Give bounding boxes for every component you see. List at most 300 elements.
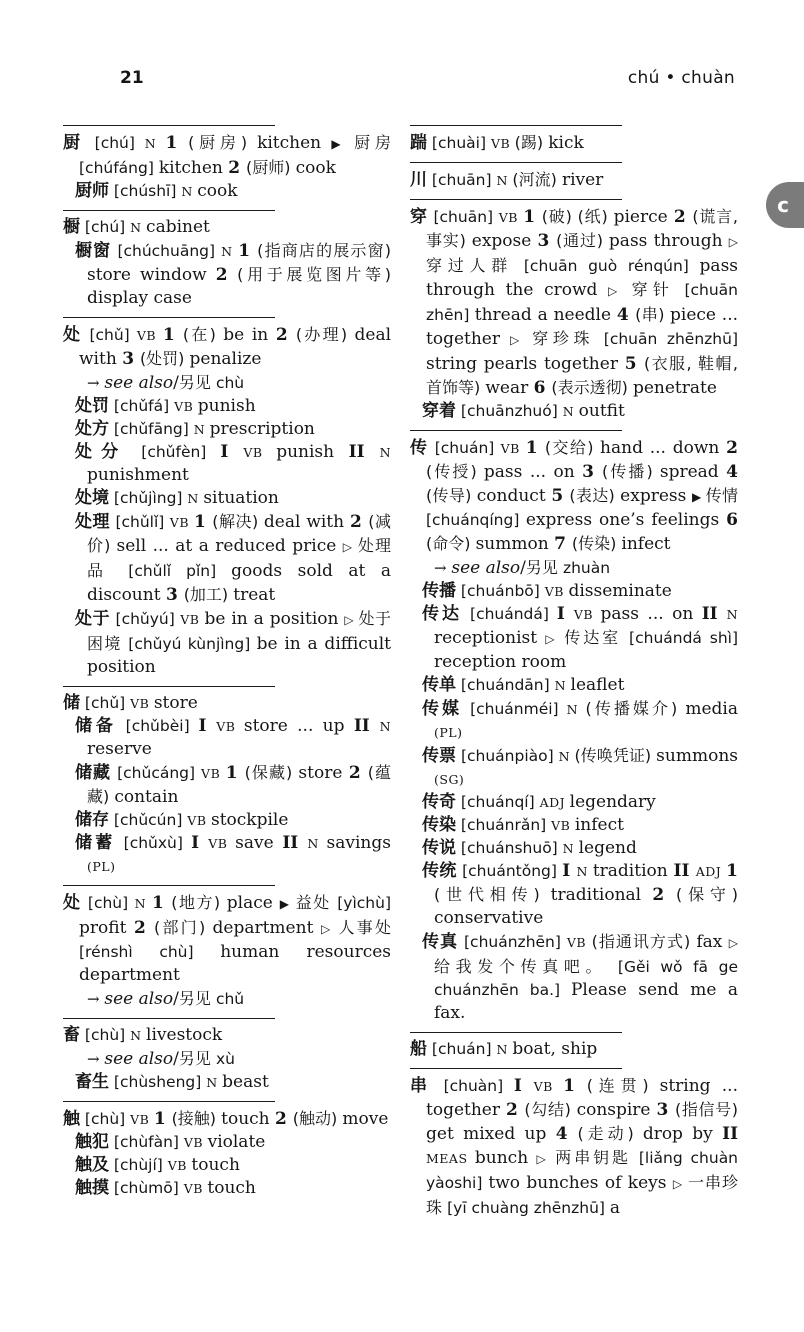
entry-divider <box>63 210 275 211</box>
dictionary-entry <box>63 761 391 809</box>
chinese-text: (破) (纸) <box>541 207 614 226</box>
part-of-speech: VB <box>216 719 244 734</box>
translation-text: place <box>226 893 280 913</box>
chinese-text: (走动) <box>577 1124 643 1143</box>
headword: 触摸 <box>75 1178 109 1198</box>
pinyin: [chùmō] <box>109 1179 184 1197</box>
sense-number: 3 <box>656 1100 675 1120</box>
chinese-text: 处理品 <box>87 536 391 580</box>
dictionary-entry <box>410 580 738 603</box>
pinyin: [chù] <box>81 894 135 912</box>
translation-text: / <box>520 558 526 578</box>
see-also-label: see also <box>104 1049 174 1069</box>
chinese-text: (解决) <box>212 512 264 531</box>
translation-text: situation <box>203 488 279 508</box>
chinese-text: (交给) <box>544 438 601 457</box>
translation-text: / <box>173 989 179 1009</box>
roman-numeral: I <box>513 1076 534 1096</box>
guide-words: chú • chuàn <box>627 68 735 88</box>
headword: 传统 <box>422 861 457 881</box>
roman-numeral: II <box>673 861 696 881</box>
entry-divider <box>410 430 622 431</box>
translation-text: disseminate <box>568 581 672 601</box>
headword: 传单 <box>422 675 456 695</box>
pinyin: [chú] <box>80 218 131 236</box>
headword: 厨 <box>63 133 85 153</box>
pinyin: [chúshī] <box>109 182 182 200</box>
example-marker-open-icon: ▷ <box>510 333 533 347</box>
sense-number: 2 <box>348 763 368 783</box>
sense-number: 1 <box>523 207 542 227</box>
headword: 传播 <box>422 581 456 601</box>
pinyin: [chú] <box>84 134 145 152</box>
part-of-speech: N <box>562 404 579 419</box>
chinese-text: (传播) <box>602 462 660 481</box>
headword: 储备 <box>75 716 117 736</box>
chinese-text: (触动) <box>292 1109 343 1128</box>
translation-text: thread a needle <box>474 305 617 325</box>
translation-text: two bunches of keys <box>488 1173 673 1193</box>
translation-text: penetrate <box>632 378 717 398</box>
sense-number: 2 <box>275 325 296 345</box>
dictionary-entry <box>63 510 391 607</box>
headword: 处分 <box>75 442 128 462</box>
part-of-speech: N <box>193 422 210 437</box>
headword: 橱 <box>63 217 80 237</box>
headword: 处于 <box>75 609 111 629</box>
dictionary-entry <box>410 930 738 1025</box>
headword: 畜生 <box>75 1072 109 1092</box>
sense-number: 1 <box>153 1109 172 1129</box>
chinese-text: (指商店的展示窗) <box>257 241 391 260</box>
headword: 处 <box>63 893 82 913</box>
pinyin: [chǔlǐ] <box>110 513 170 531</box>
part-of-speech: MEAS <box>426 1151 475 1166</box>
part-of-speech: VB <box>169 515 194 530</box>
part-of-speech: VB <box>533 1079 564 1094</box>
translation-text: leaflet <box>570 675 625 695</box>
translation-text: treat <box>233 585 276 605</box>
headword: 橱窗 <box>75 241 112 261</box>
translation-text: kick <box>548 133 584 153</box>
dictionary-entry <box>63 607 391 679</box>
chinese-text: 穿过人群 <box>426 256 524 275</box>
pinyin: [chuánbō] <box>456 582 545 600</box>
chinese-text: 益处 <box>295 893 338 912</box>
translation-text: traditional <box>550 885 653 905</box>
headword: 处理 <box>75 512 111 532</box>
column-left <box>63 118 391 1200</box>
part-of-speech: N <box>566 702 586 717</box>
part-of-speech: VB <box>136 328 163 343</box>
part-of-speech: N <box>554 678 571 693</box>
chinese-text: 两串钥匙 <box>555 1148 639 1167</box>
pinyin: xù <box>215 1050 235 1068</box>
pinyin: [chuài] <box>427 134 491 152</box>
dictionary-entry <box>410 744 738 791</box>
pinyin: [yìchù] <box>337 894 391 912</box>
roman-numeral: II <box>348 442 380 462</box>
translation-text: display case <box>87 288 192 308</box>
translation-text: reception room <box>434 652 567 672</box>
translation-text: conspire <box>576 1100 657 1120</box>
pinyin: [chǔcún] <box>109 811 188 829</box>
entry-divider <box>63 1101 275 1102</box>
chinese-text: (办理) <box>295 325 355 344</box>
entry-divider <box>63 125 275 126</box>
entry-divider <box>63 885 275 886</box>
sense-number: 4 <box>555 1124 578 1144</box>
dictionary-entry <box>63 418 391 441</box>
dictionary-entry <box>63 1154 391 1177</box>
part-of-speech: VB <box>243 445 277 460</box>
part-of-speech: N <box>187 491 204 506</box>
pinyin: [chuán] <box>428 439 501 457</box>
part-of-speech: N <box>562 841 579 856</box>
dictionary-entry <box>410 837 738 860</box>
headword: 穿 <box>410 207 428 227</box>
chinese-text: (传授) <box>426 462 484 481</box>
example-marker-open-icon: ▷ <box>672 1177 688 1191</box>
part-of-speech: N <box>379 445 392 460</box>
chinese-text: (指通讯方式) <box>591 932 697 951</box>
headword: 触 <box>63 1109 80 1129</box>
dictionary-entry <box>63 180 391 203</box>
translation-text: violate <box>207 1132 266 1152</box>
part-of-speech: VB <box>201 766 226 781</box>
part-of-speech: VB <box>180 612 205 627</box>
headword: 储藏 <box>75 763 112 783</box>
translation-text: piece ... together <box>426 305 739 349</box>
headword: 传说 <box>422 838 456 858</box>
translation-text: stockpile <box>210 810 289 830</box>
headword: 传真 <box>422 932 459 952</box>
arrow-icon: → <box>434 559 452 577</box>
headword: 船 <box>410 1039 427 1059</box>
pinyin: chǔ <box>215 990 245 1008</box>
entry-divider <box>410 199 622 200</box>
chinese-text: 传达室 <box>564 628 630 647</box>
headword: 传奇 <box>422 792 456 812</box>
pinyin: [chuánqí] <box>456 793 540 811</box>
part-of-speech: N <box>307 836 327 851</box>
translation-text: pass through the crowd <box>426 256 739 300</box>
sense-number: 1 <box>225 763 245 783</box>
entry-divider <box>410 162 622 163</box>
pinyin: [chuándá shì] <box>629 629 739 647</box>
sense-number: 2 <box>652 885 676 905</box>
dictionary-entry <box>63 216 391 239</box>
sense-number: 3 <box>122 349 140 369</box>
translation-text: deal with <box>79 325 392 369</box>
dictionary-entry <box>410 791 738 814</box>
part-of-speech: (PL) <box>434 725 463 740</box>
translation-text: infect <box>621 534 671 554</box>
pinyin: [chù] <box>80 1026 131 1044</box>
sense-number: 5 <box>624 354 644 374</box>
sense-number: 1 <box>165 133 189 153</box>
example-marker-open-icon: ▷ <box>342 540 358 554</box>
pinyin: [chuán] <box>427 1040 497 1058</box>
sense-number: 3 <box>582 462 602 482</box>
translation-text: cook <box>197 181 238 201</box>
translation-text: legend <box>578 838 637 858</box>
pinyin: [chùfàn] <box>109 1133 184 1151</box>
pinyin: [chuánshuō] <box>456 839 563 857</box>
chinese-text: 传情 <box>705 486 738 505</box>
part-of-speech: N <box>221 244 239 259</box>
translation-text: infect <box>574 815 624 835</box>
translation-text: goods sold at a discount <box>87 561 391 605</box>
sense-number: 5 <box>551 486 570 506</box>
pinyin: [chuándān] <box>456 676 555 694</box>
sense-number: 6 <box>726 510 739 530</box>
entry-divider <box>63 1018 275 1019</box>
pinyin: chù <box>215 374 245 392</box>
part-of-speech: N <box>496 1042 513 1057</box>
example-marker-filled-icon: ▶ <box>692 490 706 504</box>
pinyin: [chuánméi] <box>462 700 567 718</box>
dictionary-entry <box>63 832 391 878</box>
dictionary-entry <box>63 239 391 310</box>
chinese-text: 穿针 <box>631 280 685 299</box>
chinese-text: (世代相传) <box>434 885 551 904</box>
translation-text: summons <box>656 746 738 766</box>
chinese-text: (通过) <box>556 231 609 250</box>
chinese-text: (连贯) <box>586 1076 660 1095</box>
part-of-speech: VB <box>573 607 601 622</box>
section-tab <box>766 182 804 228</box>
part-of-speech: (PL) <box>87 859 116 874</box>
sense-number: 2 <box>134 918 155 938</box>
part-of-speech: ADJ <box>539 795 570 810</box>
translation-text: pass ... on <box>483 462 583 482</box>
roman-numeral: II <box>701 604 727 624</box>
translation-text: touch <box>221 1109 276 1129</box>
example-marker-open-icon: ▷ <box>608 284 632 298</box>
translation-text: string ... together <box>426 1076 738 1120</box>
dictionary-entry <box>410 205 738 400</box>
chinese-text: (表达) <box>569 486 621 505</box>
headword: 传染 <box>422 815 456 835</box>
translation-text: receptionist <box>434 628 546 648</box>
chinese-text: 另见 <box>178 989 216 1008</box>
chinese-text: (传播媒介) <box>585 699 686 718</box>
dictionary-entry <box>63 131 391 180</box>
column-right <box>410 118 738 1220</box>
part-of-speech: N <box>558 749 575 764</box>
pinyin: [chǔbèi] <box>116 717 199 735</box>
example-marker-open-icon: ▷ <box>536 1152 556 1166</box>
translation-text: punishment <box>87 465 189 485</box>
pinyin: [chuānzhuó] <box>456 402 563 420</box>
pinyin: [chuánrǎn] <box>456 816 552 834</box>
sense-number: 1 <box>162 325 183 345</box>
pinyin: [chuān zhēn] <box>426 281 738 324</box>
dictionary-entry <box>63 891 391 987</box>
translation-text: touch <box>207 1178 256 1198</box>
translation-text: be in <box>223 325 276 345</box>
roman-numeral: II <box>282 833 308 853</box>
translation-text: human resources department <box>79 942 391 985</box>
part-of-speech: N <box>130 1028 147 1043</box>
headword: 处方 <box>75 419 109 439</box>
translation-text: tradition <box>592 861 674 881</box>
part-of-speech: (SG) <box>434 772 465 787</box>
roman-numeral: II <box>353 716 380 736</box>
part-of-speech: VB <box>187 813 211 828</box>
pinyin: [chǔ] <box>80 694 131 712</box>
pinyin: [chuān] <box>427 208 499 226</box>
chinese-text: 处于困境 <box>87 609 392 653</box>
pinyin: [chuánzhēn] <box>458 933 567 951</box>
entry-divider <box>63 317 275 318</box>
translation-text: / <box>173 1049 179 1069</box>
dictionary-entry <box>63 1107 391 1131</box>
dictionary-entry <box>410 1074 738 1220</box>
sense-number: 4 <box>726 462 739 482</box>
translation-text: punish <box>276 442 349 462</box>
pinyin: [yī chuàng zhēnzhū] <box>447 1199 610 1217</box>
chinese-text: (命令) <box>426 534 476 553</box>
translation-text: kitchen <box>257 133 332 153</box>
sense-number: 1 <box>525 438 545 458</box>
headword: 触犯 <box>75 1132 109 1152</box>
translation-text: department <box>212 918 322 938</box>
sense-number: 1 <box>563 1076 587 1096</box>
chinese-text: (传导) <box>426 486 477 505</box>
roman-numeral: I <box>198 716 217 736</box>
sense-number: 2 <box>228 158 247 178</box>
headword: 储蓄 <box>75 833 116 853</box>
chinese-text: (处罚) <box>139 349 190 368</box>
entry-divider <box>63 686 275 687</box>
part-of-speech: N <box>130 220 147 235</box>
sense-number: 2 <box>350 512 369 532</box>
part-of-speech: VB <box>174 399 198 414</box>
chinese-text: 给我发个传真吧。 <box>434 957 618 976</box>
headword: 畜 <box>63 1025 80 1045</box>
pinyin: [chǔfá] <box>109 397 175 415</box>
translation-text: kitchen <box>158 158 229 178</box>
pinyin: [chǔxù] <box>115 834 192 852</box>
chinese-text: (踢) <box>514 133 549 152</box>
chinese-text: (在) <box>182 325 224 344</box>
translation-text: express one’s feelings <box>525 510 727 530</box>
chinese-text: (保藏) <box>244 763 299 782</box>
pinyin: [chǔcáng] <box>111 764 202 782</box>
sense-number: 3 <box>165 585 184 605</box>
translation-text: livestock <box>146 1025 223 1045</box>
chinese-text: (串) <box>635 305 670 324</box>
translation-text: move <box>342 1109 389 1129</box>
pinyin: [chǔlǐ pǐn] <box>128 562 232 580</box>
dictionary-entry <box>410 1038 738 1061</box>
chinese-text: 穿珍珠 <box>532 329 604 348</box>
translation-text: reserve <box>87 739 152 759</box>
chinese-text: 另见 <box>178 1049 216 1068</box>
translation-text: punish <box>197 396 256 416</box>
pinyin: [chuándá] <box>462 605 557 623</box>
pinyin: [chuánpiào] <box>456 747 559 765</box>
chinese-text: (接触) <box>171 1109 222 1128</box>
dictionary-entry <box>410 603 738 674</box>
page-number: 21 <box>120 68 144 88</box>
part-of-speech: N <box>496 173 513 188</box>
translation-text: bunch <box>474 1148 537 1168</box>
dictionary-entry <box>63 692 391 715</box>
sense-number: 2 <box>275 1109 293 1129</box>
chinese-text: (谎言, 事实) <box>426 207 739 250</box>
translation-text: penalize <box>189 349 262 369</box>
part-of-speech: VB <box>130 696 154 711</box>
chinese-text: (减价) <box>87 512 392 555</box>
dictionary-entry <box>63 1131 391 1154</box>
translation-text: legendary <box>569 792 656 812</box>
translation-text: store <box>298 763 349 783</box>
example-marker-open-icon: ▷ <box>321 922 339 936</box>
pinyin: zhuàn <box>562 559 611 577</box>
part-of-speech: N <box>144 136 166 151</box>
headword: 川 <box>410 170 427 190</box>
dictionary-entry <box>410 674 738 697</box>
section-tab-letter: c <box>777 193 789 217</box>
roman-numeral: I <box>556 604 574 624</box>
translation-text: boat, ship <box>512 1039 598 1059</box>
translation-text: be in a position <box>204 609 345 629</box>
translation-text: a <box>609 1198 621 1218</box>
chinese-text: (加工) <box>183 585 234 604</box>
chinese-text: (厨房) <box>188 133 258 152</box>
translation-text: contain <box>114 787 179 807</box>
sense-number: 1 <box>152 893 172 913</box>
pinyin: [chuánqíng] <box>426 511 526 529</box>
pinyin: [chùjí] <box>109 1156 168 1174</box>
headword: 厨师 <box>75 181 109 201</box>
headword: 储存 <box>75 810 109 830</box>
translation-text: string pearls together <box>426 354 625 374</box>
translation-text: cook <box>295 158 336 178</box>
entry-divider <box>410 1032 622 1033</box>
headword: 穿着 <box>422 401 456 421</box>
chinese-text: 另见 <box>525 558 563 577</box>
translation-text: summon <box>475 534 555 554</box>
chinese-text: (衣服, 鞋帽, 首饰等) <box>426 354 738 397</box>
chinese-text: (传唤凭证) <box>574 746 657 765</box>
translation-text: media <box>685 699 738 719</box>
see-also-label: see also <box>104 989 174 1009</box>
roman-numeral: I <box>562 861 577 881</box>
arrow-icon: → <box>87 374 105 392</box>
translation-text: express <box>620 486 693 506</box>
headword: 处罚 <box>75 396 109 416</box>
pinyin: [chǔ] <box>82 326 137 344</box>
example-marker-open-icon: ▷ <box>728 936 739 950</box>
translation-text: store window <box>87 265 216 285</box>
dictionary-entry <box>63 809 391 832</box>
chinese-text: 厨房 <box>354 133 391 152</box>
part-of-speech: VB <box>130 1112 154 1127</box>
chinese-text: (保守) <box>675 885 739 904</box>
headword: 踹 <box>410 133 427 153</box>
chinese-text: (用于展览图片等) <box>237 265 391 284</box>
part-of-speech: VB <box>500 441 526 456</box>
pinyin: [Gěi wǒ fā ge chuánzhēn ba.] <box>434 958 738 999</box>
translation-text: sell ... at a reduced price <box>116 536 343 556</box>
example-marker-open-icon: ▷ <box>728 235 738 249</box>
translation-text: deal with <box>263 512 351 532</box>
translation-text: store <box>153 693 198 713</box>
